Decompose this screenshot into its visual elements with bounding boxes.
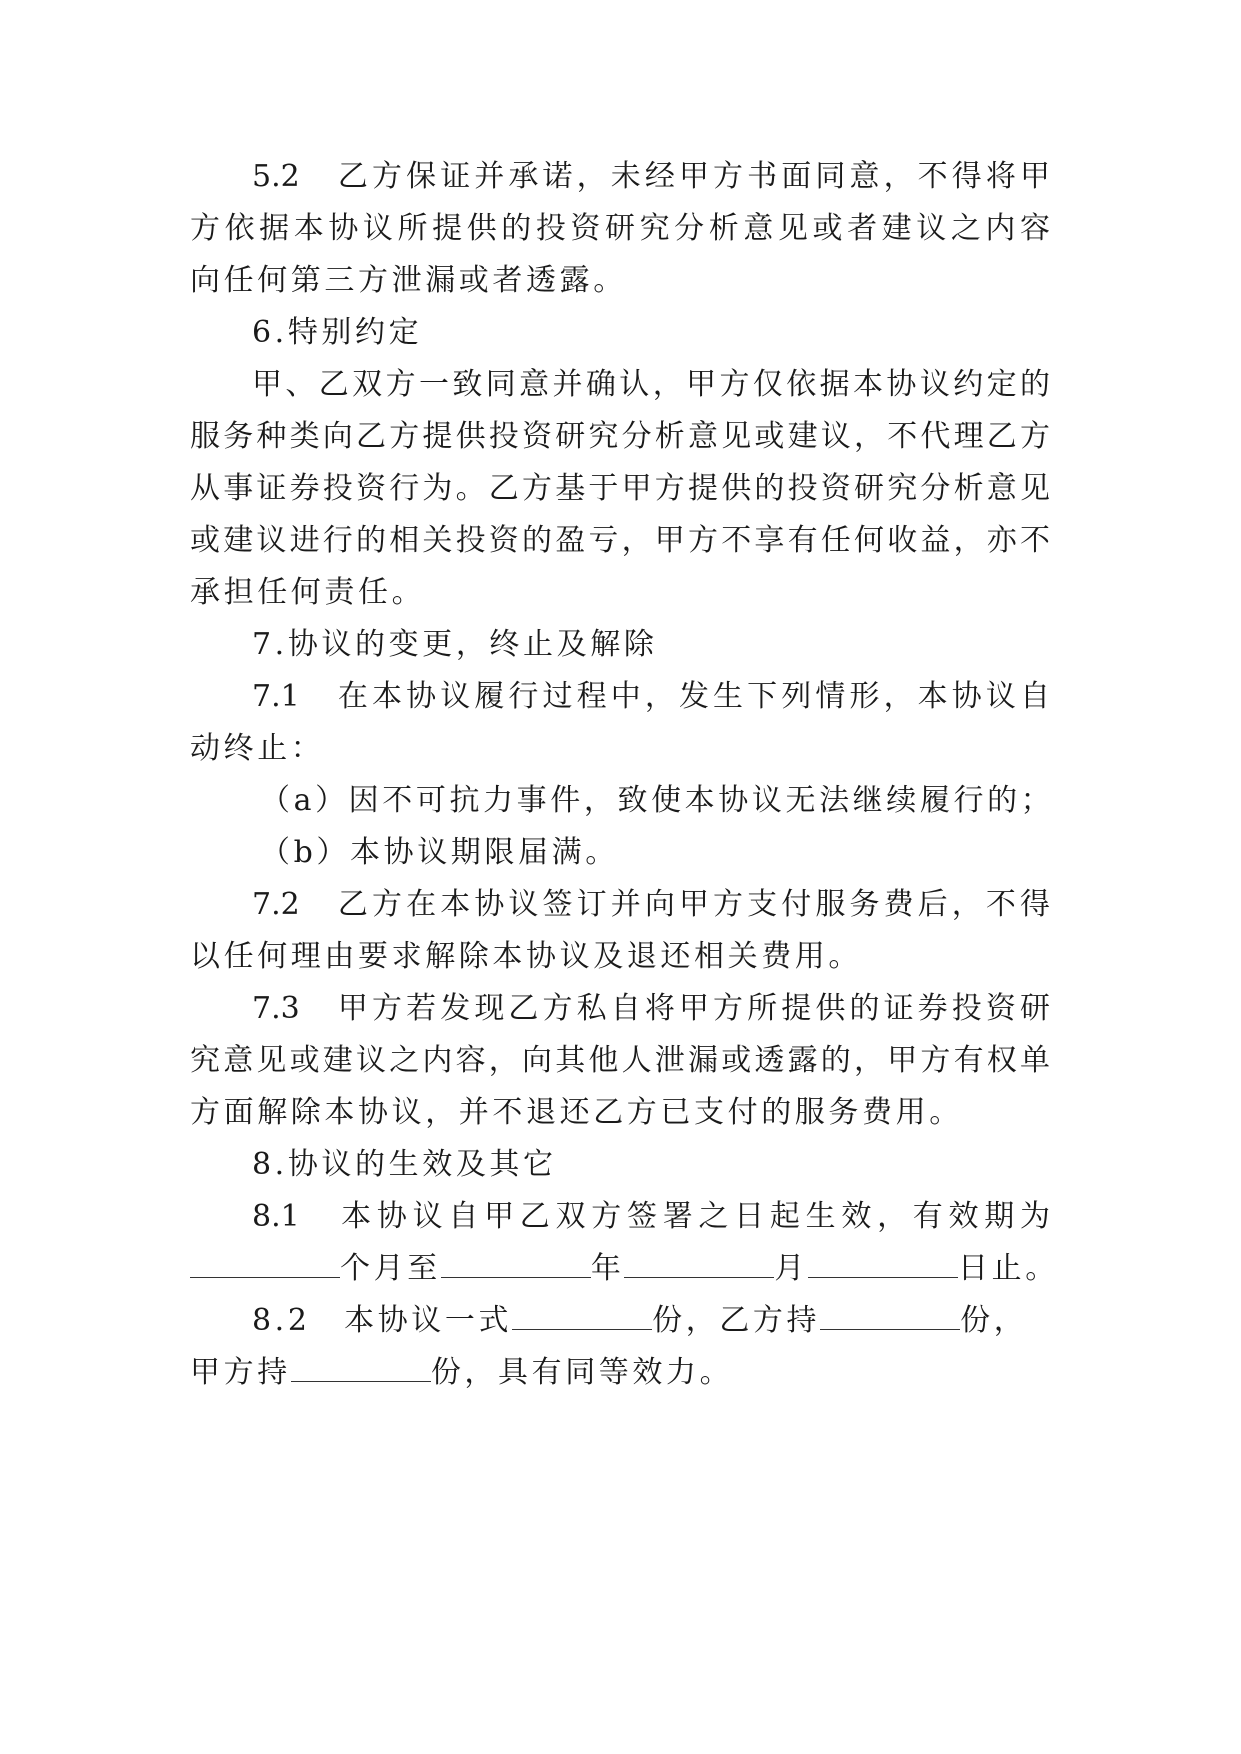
clause-7-1-item-a: （a）因不可抗力事件，致使本协议无法继续履行的； — [260, 783, 1055, 818]
clause-7-1-item-b: （b）本协议期限届满。 — [260, 835, 619, 870]
month-blank[interactable] — [624, 1249, 774, 1278]
clause-6-line-5: 承担任何责任。 — [190, 575, 426, 610]
months-to-text: 个月至 — [340, 1251, 441, 1286]
equal-effect-text: 份，具有同等效力。 — [430, 1355, 734, 1390]
clause-7-1-line-1: 7.1 在本协议履行过程中，发生下列情形，本协议自 — [252, 679, 1050, 714]
clause-8-1-line-1: 8.1 本协议自甲乙双方签署之日起生效，有效期为 — [252, 1199, 1050, 1234]
clause-7-3-line-1: 7.3 甲方若发现乙方私自将甲方所提供的证券投资研 — [252, 991, 1050, 1026]
clause-8-1-line-2 — [190, 1249, 1059, 1289]
day-blank[interactable] — [808, 1249, 958, 1278]
copies-comma-text: 份， — [960, 1303, 1028, 1338]
day-end-text: 日止。 — [958, 1251, 1059, 1286]
total-copies-blank[interactable] — [512, 1301, 652, 1330]
year-text: 年 — [590, 1251, 625, 1286]
section-6-heading: 6.特别约定 — [252, 315, 423, 350]
clause-6-line-1: 甲、乙双方一致同意并确认，甲方仅依据本协议约定的 — [252, 367, 1050, 402]
clause-5-2-line-1: 5.2 乙方保证并承诺，未经甲方书面同意，不得将甲 — [252, 159, 1050, 194]
clause-6-line-3: 从事证券投资行为。乙方基于甲方提供的投资研究分析意见 — [190, 471, 1050, 506]
months-blank[interactable] — [190, 1249, 340, 1278]
party-b-holds-text: 份，乙方持 — [652, 1303, 821, 1338]
month-text: 月 — [774, 1251, 809, 1286]
clause-8-2-line-1 — [252, 1301, 1027, 1341]
section-8-heading: 8.协议的生效及其它 — [252, 1147, 557, 1182]
party-a-holds-text: 甲方持 — [190, 1355, 291, 1390]
copies-prefix: 8.2 本协议一式 — [252, 1303, 513, 1338]
year-blank[interactable] — [441, 1249, 591, 1278]
clause-7-3-line-2: 究意见或建议之内容，向其他人泄漏或透露的，甲方有权单 — [190, 1043, 1050, 1078]
clause-5-2-line-3: 向任何第三方泄漏或者透露。 — [190, 263, 627, 298]
party-b-copies-blank[interactable] — [820, 1301, 960, 1330]
clause-7-2-line-2: 以任何理由要求解除本协议及退还相关费用。 — [190, 939, 862, 974]
clause-6-line-2: 服务种类向乙方提供投资研究分析意见或建议，不代理乙方 — [190, 419, 1050, 454]
clause-7-1-line-2: 动终止： — [190, 731, 325, 766]
clause-6-line-4: 或建议进行的相关投资的盈亏，甲方不享有任何收益，亦不 — [190, 523, 1050, 558]
clause-7-2-line-1: 7.2 乙方在本协议签订并向甲方支付服务费后，不得 — [252, 887, 1050, 922]
clause-5-2-line-2: 方依据本协议所提供的投资研究分析意见或者建议之内容 — [190, 211, 1050, 246]
clause-8-2-line-2 — [190, 1353, 733, 1393]
clause-7-3-line-3: 方面解除本协议，并不退还乙方已支付的服务费用。 — [190, 1095, 963, 1130]
section-7-heading: 7.协议的变更，终止及解除 — [252, 627, 658, 662]
party-a-copies-blank[interactable] — [291, 1353, 431, 1382]
